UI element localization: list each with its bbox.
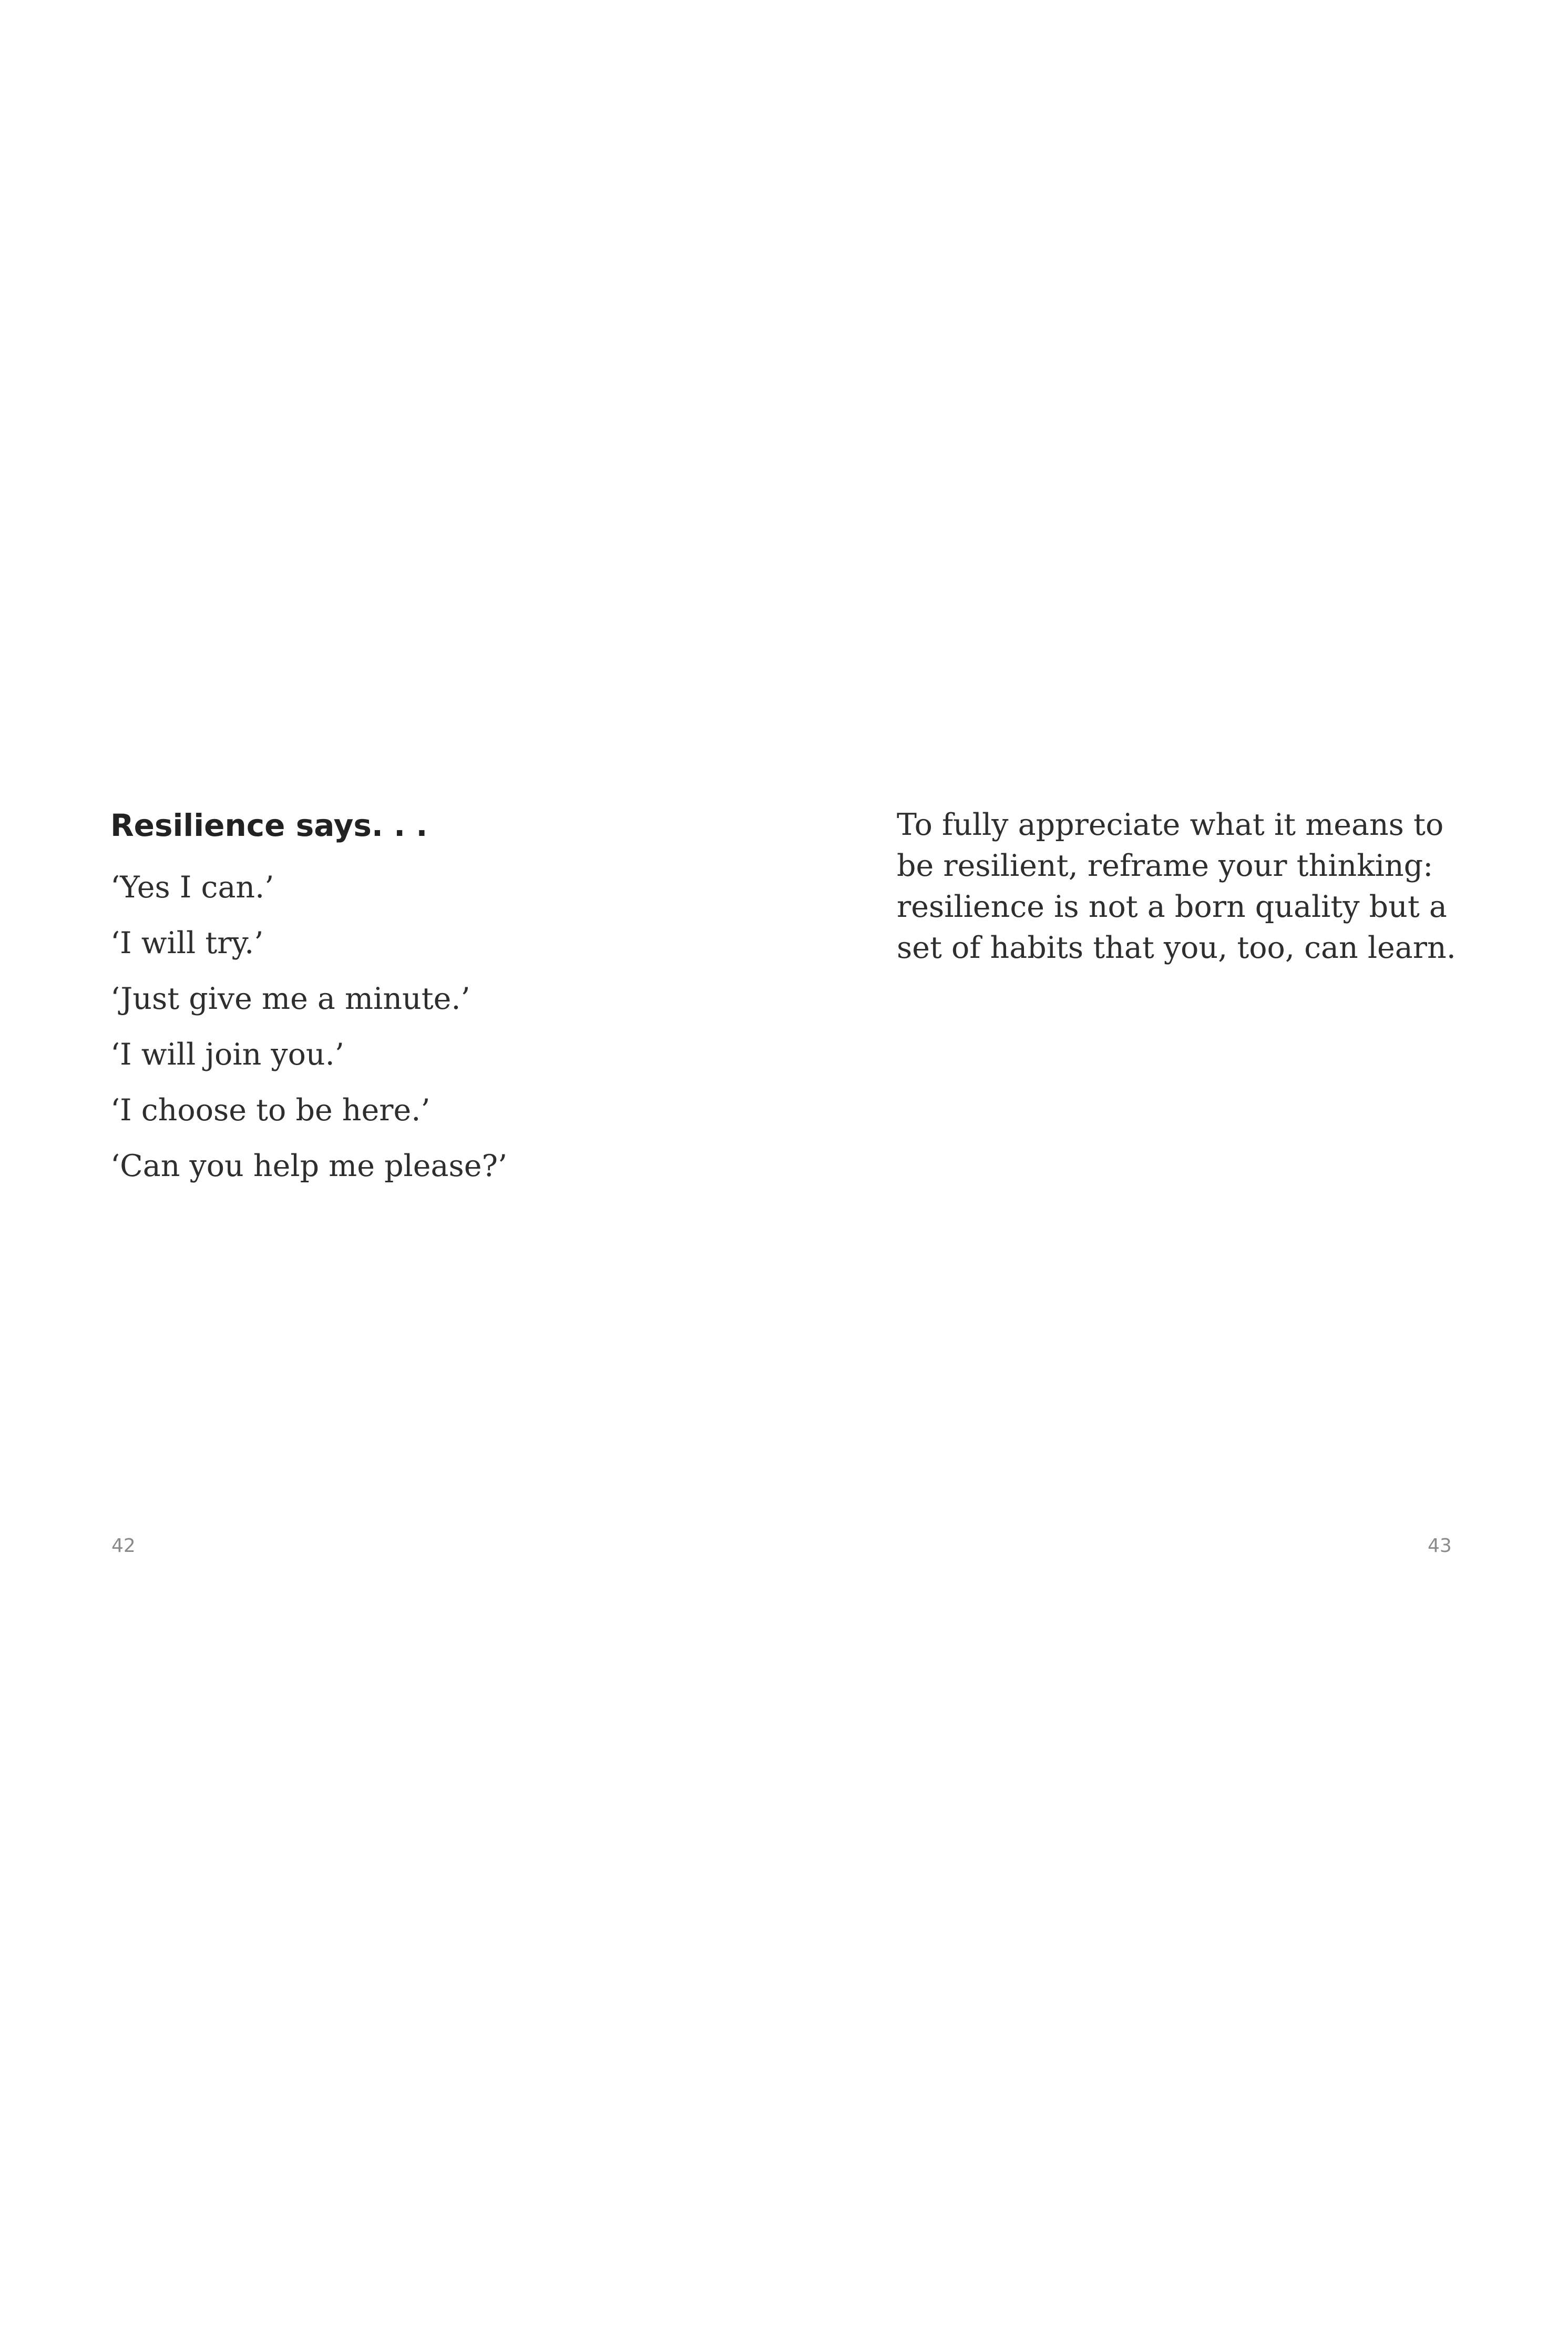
page-number-left: 42 <box>111 1535 136 1557</box>
quote-item: ‘Can you help me please?’ <box>110 1149 508 1183</box>
page-number-right: 43 <box>1428 1535 1452 1557</box>
quote-item: ‘I will try.’ <box>110 926 264 960</box>
body-paragraph: To fully appreciate what it means to be resilient, reframe your thinking: resilience is not a born quality but a set of habits that you, too, can learn. <box>897 807 1456 965</box>
quote-list <box>110 860 507 1194</box>
right-page <box>784 0 1568 2351</box>
quote-item: ‘Just give me a minute.’ <box>110 982 470 1016</box>
section-heading: Resilience says. . . <box>110 807 428 843</box>
quote-item: ‘I choose to be here.’ <box>110 1093 431 1128</box>
quote-item: ‘Yes I can.’ <box>110 870 274 905</box>
quote-item: ‘I will join you.’ <box>110 1037 344 1072</box>
